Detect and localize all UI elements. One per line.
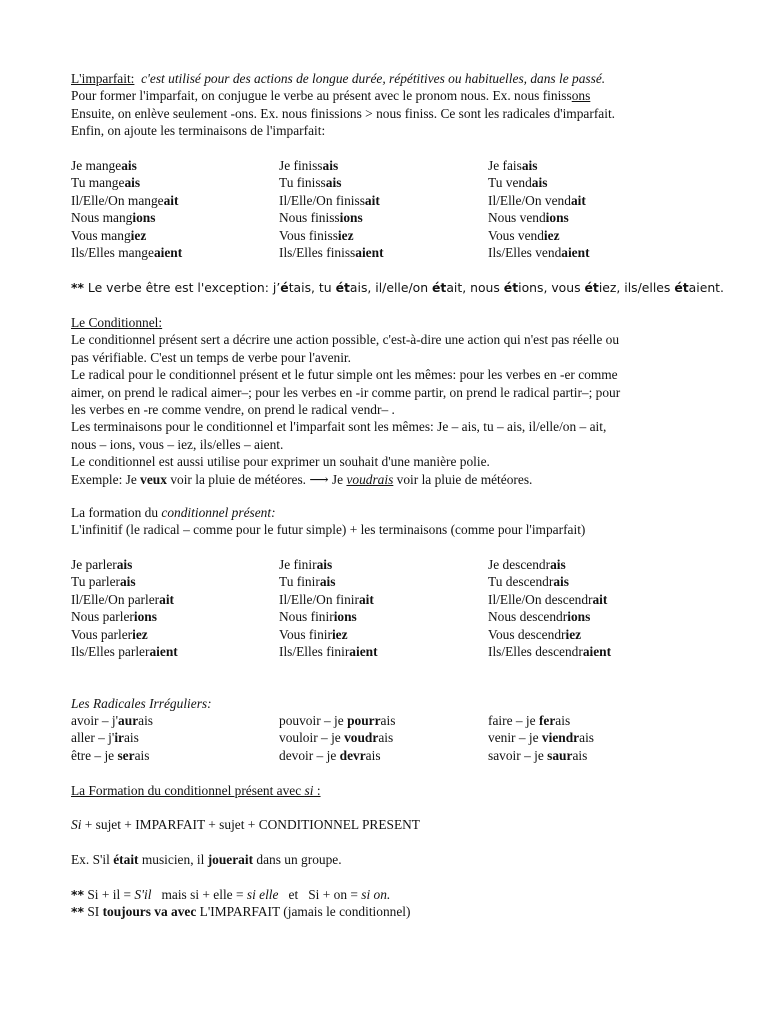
exception-bold: é	[280, 280, 289, 295]
conjugation-cell	[488, 227, 711, 244]
example-text: voir la pluie de météores. ⟶ Je	[166, 471, 347, 487]
conjugation-stem: Ils/Elles finir	[279, 643, 350, 659]
conjugation-ending: iez	[132, 626, 148, 642]
irregular-bold: voudr	[344, 730, 379, 746]
conjugation-stem: Il/Elle/On vend	[488, 192, 571, 208]
si-formula-text: + sujet + IMPARFAIT + sujet + CONDITIONNEL PRESENT	[81, 817, 420, 832]
irregular-bold: pourr	[347, 713, 381, 728]
si-example-bold: jouerait	[207, 852, 254, 867]
conjugation-ending: aient	[582, 643, 612, 659]
conjugation-cell	[488, 573, 711, 590]
imparfait-title-desc: c'est utilisé pour des actions de longue durée, répétitives ou habituelles, dans le passé.	[141, 71, 606, 86]
imparfait-intro-3: Enfin, on ajoute les terminaisons de l'imparfait:	[71, 123, 326, 139]
conjugation-cell	[279, 192, 488, 209]
conjugation-cell	[279, 174, 488, 191]
si-notes	[71, 886, 711, 921]
irregular-radical	[488, 729, 711, 746]
exception-line	[71, 279, 724, 296]
note-bold: toujours va avec	[102, 904, 197, 920]
conjugation-cell	[488, 626, 711, 643]
conjugation-cell	[488, 192, 711, 209]
conjugation-ending: aient	[153, 244, 183, 260]
exception-bold: ét	[335, 280, 350, 295]
exception-text: iez, ils/elles	[598, 280, 675, 295]
conjugation-ending: ait	[570, 192, 586, 208]
conjugation-ending: ais	[116, 557, 133, 572]
si-formula-italic: Si	[71, 817, 82, 832]
conjugation-cell	[279, 244, 488, 261]
si-note-1	[71, 886, 711, 903]
example-bold: veux	[140, 471, 167, 487]
irregular-bold: devr	[339, 747, 366, 763]
si-title-text: La Formation du conditionnel présent avec	[71, 783, 305, 798]
conjugation-ending: ais	[550, 557, 566, 572]
irregular-post: ais	[380, 713, 396, 728]
conjugation-ending: ais	[121, 158, 137, 173]
exception-bold: ét	[503, 280, 519, 295]
conjugation-cell	[488, 174, 711, 191]
note-text: mais si + elle =	[151, 887, 247, 902]
irregular-bold: aur	[118, 713, 139, 728]
conditionnel-line: les verbes en -re comme vendre, on prend le radical vendr– .	[71, 402, 395, 418]
exception-bold: ét	[584, 280, 599, 295]
conjugation-cell	[279, 591, 488, 608]
formation-title-italic: conditionnel présent:	[161, 505, 276, 520]
imparfait-title: L'imparfait:	[71, 71, 135, 86]
conditionnel-example	[71, 471, 711, 488]
conjugation-cell	[71, 573, 279, 590]
irreguliers-section	[71, 695, 711, 712]
conjugation-ending: ais	[322, 158, 339, 173]
conjugation-stem: Je finiss	[279, 158, 323, 173]
formation-title	[71, 504, 711, 521]
conjugation-stem: Nous vend	[488, 210, 546, 226]
note-text: L'IMPARFAIT (jamais le conditionnel)	[196, 904, 411, 920]
conjugation-ending: aient	[349, 643, 378, 659]
si-example-text: dans un groupe.	[253, 852, 342, 867]
si-title-text: :	[313, 783, 321, 798]
imparfait-section	[71, 70, 711, 140]
formation-rule: L'infinitif (le radical – comme pour le futur simple) + les terminaisons (comme pour l'imparfait)	[71, 522, 586, 538]
conjugation-stem: Il/Elle/On finiss	[279, 192, 365, 208]
conjugation-stem: Vous vend	[488, 227, 544, 243]
si-note-2	[71, 903, 711, 920]
irregular-pre: pouvoir – je	[279, 713, 348, 728]
conjugation-ending: aient	[355, 244, 384, 260]
conjugation-stem: Ils/Elles mange	[71, 244, 154, 260]
irregular-pre: être – je	[71, 747, 118, 763]
note-text: Si + il =	[83, 887, 135, 902]
conjugation-cell	[71, 591, 279, 608]
irregular-pre: vouloir – je	[279, 730, 345, 746]
conjugation-ending: aient	[561, 244, 590, 260]
conjugation-ending: ais	[119, 574, 136, 590]
exception-bold: ét	[432, 280, 447, 295]
example-text: voir la pluie de météores.	[393, 471, 533, 487]
conjugation-cell	[279, 157, 488, 174]
irregular-post: ais	[365, 747, 381, 763]
etre-exception	[71, 279, 724, 296]
imparfait-conjugation-table	[71, 157, 711, 261]
conjugation-stem: Tu mange	[71, 175, 125, 191]
conjugation-stem: Il/Elle/On mange	[71, 192, 164, 208]
conjugation-ending: ais	[319, 574, 336, 590]
conjugation-ending: ais	[325, 175, 342, 191]
irregular-post: ais	[123, 730, 139, 746]
irregular-radical	[488, 712, 711, 729]
conjugation-cell	[488, 591, 711, 608]
si-example-text: musicien, il	[138, 852, 208, 867]
conditionnel-line: pas vérifiable. C'est un temps de verbe pour l'avenir.	[71, 349, 351, 365]
formation-title-text: La formation du	[71, 505, 162, 520]
conjugation-stem: Nous descendr	[488, 609, 568, 625]
irregular-post: ais	[138, 713, 154, 728]
irregular-post: ais	[378, 730, 394, 746]
exception-bold: ét	[674, 280, 689, 295]
note-italic: S'il	[134, 887, 152, 902]
irregular-radical	[279, 712, 488, 729]
note-stars: **	[71, 887, 84, 902]
conjugation-stem: Vous parler	[71, 626, 133, 642]
note-text: et Si + on =	[278, 887, 362, 902]
conjugation-cell	[71, 174, 279, 191]
conjugation-stem: Tu finir	[279, 574, 320, 590]
exception-text: ais, il/elle/on	[349, 280, 433, 295]
conjugation-stem: Ils/Elles vend	[488, 244, 562, 260]
conjugation-cell	[71, 244, 279, 261]
si-title-italic: si	[304, 783, 314, 798]
conjugation-stem: Tu parler	[71, 574, 120, 590]
conditionnel-line: Le conditionnel présent sert a décrire une action possible, c'est-à-dire une action qui n'est pas réelle ou	[71, 332, 620, 348]
conjugation-cell	[71, 556, 279, 573]
conjugation-cell	[279, 573, 488, 590]
imparfait-intro-1	[71, 87, 711, 104]
conjugation-ending: ions	[333, 609, 357, 625]
conditionnel-section	[71, 314, 711, 488]
conjugation-stem: Je descendr	[488, 557, 551, 572]
si-formula	[71, 816, 711, 833]
conjugation-ending: ais	[316, 557, 333, 572]
conjugation-cell	[71, 192, 279, 209]
exception-text: aient.	[688, 280, 724, 295]
conjugation-ending: ait	[159, 591, 174, 607]
conjugation-ending: ions	[339, 210, 363, 226]
conjugation-cell	[71, 157, 279, 174]
si-example-bold: était	[113, 852, 139, 867]
conjugation-stem: Tu finiss	[279, 175, 326, 191]
conjugation-cell	[488, 209, 711, 226]
conjugation-cell	[71, 227, 279, 244]
note-italic: si on.	[361, 887, 391, 902]
example-emphasis: voudrais	[346, 471, 394, 487]
irregular-radical	[279, 729, 488, 746]
irreguliers-table	[71, 712, 711, 764]
irregular-radical	[71, 729, 279, 746]
conjugation-cell	[71, 209, 279, 226]
conjugation-stem: Nous mang	[71, 210, 133, 226]
irregular-pre: aller – j'	[71, 730, 115, 746]
conjugation-cell	[279, 643, 488, 660]
conditionnel-line: Le conditionnel est aussi utilise pour exprimer un souhait d'une manière polie.	[71, 454, 490, 470]
conjugation-stem: Vous finir	[279, 626, 332, 642]
irregular-pre: savoir – je	[488, 747, 548, 763]
conjugation-ending: iez	[331, 626, 348, 642]
irregular-bold: ser	[117, 747, 135, 763]
conditionnel-line: nous – ions, vous – iez, ils/elles – aient.	[71, 436, 284, 452]
exception-text: tais, tu	[288, 280, 336, 295]
conjugation-stem: Nous finir	[279, 609, 334, 625]
irregular-pre: devoir – je	[279, 747, 340, 763]
conjugation-cell	[71, 626, 279, 643]
conjugation-stem: Je parler	[71, 557, 117, 572]
conjugation-ending: ions	[132, 210, 156, 226]
conjugation-stem: Il/Elle/On parler	[71, 591, 160, 607]
conjugation-ending: ions	[545, 210, 569, 226]
conjugation-cell	[279, 608, 488, 625]
note-italic: si elle	[246, 887, 279, 902]
conjugation-ending: iez	[130, 227, 147, 243]
conjugation-ending: iez	[543, 227, 560, 243]
si-formula-line	[71, 816, 711, 833]
irregular-post: ais	[134, 747, 150, 763]
conjugation-cell	[279, 556, 488, 573]
conjugation-stem: Ils/Elles parler	[71, 643, 150, 659]
conjugation-stem: Je finir	[279, 557, 317, 572]
si-example-line	[71, 851, 711, 868]
conditionnel-line: aimer, on prend le radical aimer–; pour les verbes en -ir comme partir, on prend le radical partir–; pour	[71, 384, 621, 400]
irregular-post: ais	[579, 730, 594, 746]
exception-stars: **	[71, 280, 84, 295]
conjugation-stem: Tu vend	[488, 175, 532, 191]
imparfait-heading	[71, 70, 711, 87]
conjugation-cell	[279, 227, 488, 244]
irreguliers-title: Les Radicales Irréguliers:	[71, 696, 212, 711]
conjugation-ending: ais	[124, 175, 141, 191]
conjugation-stem: Ils/Elles descendr	[488, 643, 583, 659]
exception-text: ions, vous	[518, 280, 585, 295]
conjugation-ending: ait	[592, 591, 608, 607]
conjugation-ending: iez	[337, 227, 354, 243]
conjugation-ending: ais	[553, 574, 569, 590]
conjugation-cell	[488, 157, 711, 174]
si-title	[71, 782, 711, 799]
conditionnel-line: Le radical pour le conditionnel présent et le futur simple ont les mêmes: pour les verbes en -er comme	[71, 367, 618, 383]
conjugation-stem: Vous mang	[71, 227, 131, 243]
example-text: Exemple: Je	[71, 471, 141, 487]
irregular-bold: ir	[114, 730, 124, 746]
conjugation-ending: ais	[521, 158, 538, 173]
irregular-pre: venir – je	[488, 730, 542, 746]
conditionnel-title: Le Conditionnel:	[71, 315, 163, 330]
conditionnel-line: Les terminaisons pour le conditionnel et l'imparfait sont les mêmes: Je – ais, tu – ais, il/elle/on – ait,	[71, 419, 607, 435]
irregular-bold: fer	[538, 713, 556, 728]
irregular-pre: faire – je	[488, 713, 539, 728]
conjugation-cell	[279, 626, 488, 643]
conjugation-cell	[488, 608, 711, 625]
irregular-radical	[71, 712, 279, 729]
conjugation-stem: Vous descendr	[488, 626, 566, 642]
conjugation-stem: Vous finiss	[279, 227, 338, 243]
conjugation-ending: ions	[567, 609, 591, 625]
note-text: SI	[83, 904, 103, 920]
conjugation-ending: ait	[163, 192, 179, 208]
irregular-pre: avoir – j'	[71, 713, 119, 728]
exception-text: ait, nous	[446, 280, 504, 295]
conjugation-cell	[488, 244, 711, 261]
conjugation-cell	[71, 608, 279, 625]
irregular-bold: viendr	[541, 730, 580, 746]
conjugation-stem: Je mange	[71, 158, 122, 173]
si-section	[71, 782, 711, 799]
conjugation-cell	[488, 556, 711, 573]
conjugation-ending: ais	[531, 175, 548, 191]
intro-1-underlined: ons	[571, 88, 591, 104]
conjugation-stem: Il/Elle/On descendr	[488, 591, 593, 607]
conjugation-ending: iez	[565, 626, 582, 642]
note-stars: **	[71, 904, 84, 920]
conjugation-stem: Nous finiss	[279, 210, 340, 226]
exception-text: Le verbe être est l'exception: j’	[83, 280, 281, 295]
irregular-radical	[279, 747, 488, 764]
intro-1-text: Pour former l'imparfait, on conjugue le verbe au présent avec le pronom nous. Ex. nous finiss	[71, 88, 572, 104]
conditionnel-conjugation-table	[71, 556, 711, 660]
si-example-text: Ex. S'il	[71, 852, 114, 867]
irregular-radical	[71, 747, 279, 764]
conjugation-ending: ions	[133, 609, 157, 625]
conjugation-stem: Je fais	[488, 158, 522, 173]
conjugation-cell	[488, 643, 711, 660]
conjugation-stem: Ils/Elles finiss	[279, 244, 356, 260]
conjugation-stem: Tu descendr	[488, 574, 554, 590]
irregular-post: ais	[555, 713, 571, 728]
conjugation-ending: ait	[364, 192, 380, 208]
conjugation-cell	[279, 209, 488, 226]
formation-section	[71, 504, 711, 539]
conjugation-stem: Nous parler	[71, 609, 134, 625]
conjugation-ending: aient	[149, 643, 178, 659]
irregular-radical	[488, 747, 711, 764]
imparfait-intro-2: Ensuite, on enlève seulement -ons. Ex. nous finissions > nous finiss. Ce sont les radicales d'imparfait.	[71, 105, 616, 121]
irregular-bold: saur	[547, 747, 573, 763]
conjugation-ending: ait	[358, 591, 374, 607]
conjugation-stem: Il/Elle/On finir	[279, 591, 359, 607]
si-example	[71, 851, 711, 868]
irregular-post: ais	[572, 747, 588, 763]
conjugation-cell	[71, 643, 279, 660]
